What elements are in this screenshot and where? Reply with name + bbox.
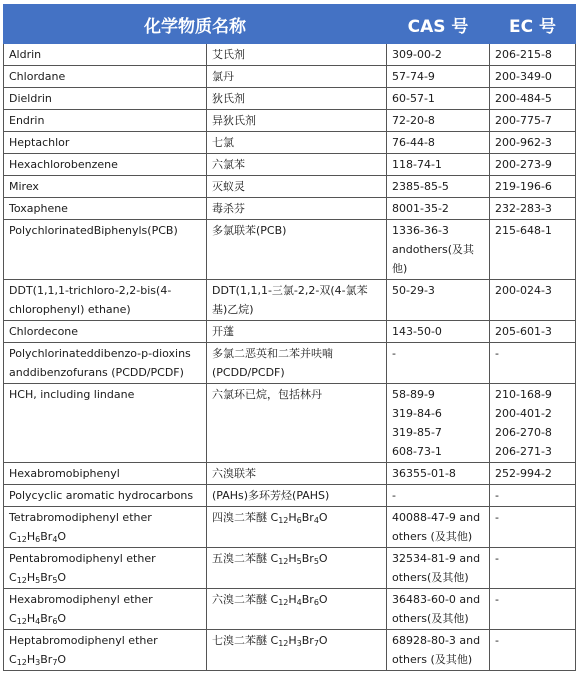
cell-english-name — [4, 343, 207, 384]
cell-chinese-name — [207, 589, 387, 630]
cell-chinese-name — [207, 44, 387, 66]
formula-subscript: 12 — [16, 658, 27, 667]
cell-english-name — [4, 630, 207, 671]
chinese-formula — [271, 593, 328, 606]
cell-english-name — [4, 589, 207, 630]
cas-value: 1336-36-3 andothers(及其他) — [392, 224, 475, 275]
formula-element: H — [288, 593, 297, 606]
formula-subscript: 7 — [313, 639, 319, 648]
formula-element: O — [318, 634, 328, 647]
cell-english-name — [4, 132, 207, 154]
cell-ec-number — [490, 321, 576, 343]
cell-cas-number — [387, 463, 490, 485]
formula-subscript: 5 — [296, 557, 302, 566]
cell-chinese-name — [207, 66, 387, 88]
ec-value: 200-962-3 — [495, 136, 552, 149]
chinese-name-text: 灭蚁灵 — [212, 180, 245, 193]
table-row — [4, 66, 576, 88]
cell-chinese-name — [207, 321, 387, 343]
cell-chinese-name — [207, 343, 387, 384]
ec-value: 252-994-2 — [495, 467, 552, 480]
english-name-text: Heptabromodiphenyl ether — [9, 634, 158, 647]
english-name-text: Aldrin — [9, 48, 42, 61]
header-chemical-name: 化学物质名称 — [4, 5, 387, 44]
cell-ec-number — [490, 548, 576, 589]
table-row — [4, 485, 576, 507]
table-row — [4, 343, 576, 384]
formula-element: H — [26, 530, 36, 543]
cell-english-name — [4, 507, 207, 548]
cell-english-name — [4, 198, 207, 220]
formula-subscript: 12 — [278, 639, 289, 648]
cas-value: 57-74-9 — [392, 70, 435, 83]
cell-ec-number — [490, 132, 576, 154]
chinese-name-text: 六溴二苯醚 — [212, 593, 267, 606]
cell-ec-number — [490, 280, 576, 321]
cas-value: 143-50-0 — [392, 325, 442, 338]
formula-subscript: 4 — [296, 598, 302, 607]
english-name-text: DDT(1,1,1-trichloro-2,2-bis(4-chlorophenyl) ethane) — [9, 284, 172, 316]
formula-element: Br — [301, 634, 314, 647]
cell-english-name — [4, 88, 207, 110]
formula-element: C — [270, 593, 279, 606]
ec-value: - — [495, 347, 499, 360]
cell-cas-number — [387, 321, 490, 343]
cell-ec-number — [490, 110, 576, 132]
ec-value: 205-601-3 — [495, 325, 552, 338]
formula-element: H — [288, 634, 297, 647]
chinese-name-text: DDT(1,1,1-三氯-2,2-双(4-氯苯基)乙烷) — [212, 284, 368, 316]
cell-cas-number — [387, 548, 490, 589]
cell-ec-number — [490, 88, 576, 110]
table-row — [4, 507, 576, 548]
cell-cas-number — [387, 507, 490, 548]
formula-subscript: 12 — [278, 516, 289, 525]
formula-element: C — [9, 571, 17, 584]
table-row — [4, 384, 576, 463]
cell-chinese-name — [207, 132, 387, 154]
formula-element: O — [57, 612, 67, 625]
cas-value: 8001-35-2 — [392, 202, 449, 215]
cell-ec-number — [490, 198, 576, 220]
cas-value: 68928-80-3 and others (及其他) — [392, 634, 481, 666]
english-name-text: Hexabromodiphenyl ether — [9, 593, 153, 606]
cell-english-name — [4, 176, 207, 198]
cell-cas-number — [387, 384, 490, 463]
formula-element: H — [26, 571, 36, 584]
chinese-formula — [271, 634, 328, 647]
formula-subscript: 6 — [52, 617, 58, 626]
cell-chinese-name — [207, 198, 387, 220]
table-row — [4, 630, 576, 671]
cell-chinese-name — [207, 280, 387, 321]
formula-element: C — [9, 530, 17, 543]
formula-subscript: 6 — [35, 535, 41, 544]
cell-ec-number — [490, 343, 576, 384]
cell-ec-number — [490, 44, 576, 66]
english-name-text: HCH, including lindane — [9, 388, 135, 401]
ec-value: 200-349-0 — [495, 70, 552, 83]
cell-ec-number — [490, 154, 576, 176]
formula-element: Br — [40, 653, 53, 666]
formula-subscript: 4 — [35, 617, 41, 626]
cell-chinese-name — [207, 154, 387, 176]
ec-value: 232-283-3 — [495, 202, 552, 215]
formula-element: O — [57, 571, 67, 584]
formula-element: H — [26, 612, 36, 625]
formula-element: Br — [40, 571, 53, 584]
ec-value: 206-270-8 — [495, 426, 552, 439]
cell-chinese-name — [207, 384, 387, 463]
cell-cas-number — [387, 343, 490, 384]
english-name-text: Endrin — [9, 114, 45, 127]
ec-value: - — [495, 552, 499, 565]
chinese-name-text: 六氯环已烷，包括林丹 — [212, 388, 322, 401]
formula-element: H — [288, 511, 297, 524]
cell-english-name — [4, 220, 207, 280]
english-name-text: Pentabromodiphenyl ether — [9, 552, 156, 565]
formula-element: Br — [301, 552, 314, 565]
cas-value: 2385-85-5 — [392, 180, 449, 193]
ec-value: 200-273-9 — [495, 158, 552, 171]
cell-cas-number — [387, 280, 490, 321]
english-formula — [9, 653, 66, 666]
cell-chinese-name — [207, 220, 387, 280]
cell-chinese-name — [207, 176, 387, 198]
cell-english-name — [4, 321, 207, 343]
english-formula — [9, 571, 66, 584]
formula-subscript: 12 — [16, 617, 27, 626]
header-ec-number: EC 号 — [490, 5, 576, 44]
cell-ec-number — [490, 176, 576, 198]
english-name-text: Dieldrin — [9, 92, 52, 105]
table-row — [4, 88, 576, 110]
cell-cas-number — [387, 198, 490, 220]
cell-english-name — [4, 154, 207, 176]
cell-chinese-name — [207, 485, 387, 507]
chinese-name-text: 毒杀芬 — [212, 202, 245, 215]
cell-chinese-name — [207, 88, 387, 110]
cell-chinese-name — [207, 463, 387, 485]
cell-cas-number — [387, 589, 490, 630]
formula-subscript: 6 — [296, 516, 302, 525]
formula-subscript: 4 — [52, 535, 58, 544]
cas-value: 118-74-1 — [392, 158, 442, 171]
chinese-name-text: 多氯联苯(PCB) — [212, 224, 287, 237]
cas-value: 309-00-2 — [392, 48, 442, 61]
chinese-formula — [271, 511, 328, 524]
english-name-text: PolychlorinatedBiphenyls(PCB) — [9, 224, 178, 237]
formula-subscript: 5 — [35, 576, 41, 585]
cas-value: 32534-81-9 and others(及其他) — [392, 552, 481, 584]
table-row — [4, 280, 576, 321]
cell-ec-number — [490, 507, 576, 548]
formula-element: H — [288, 552, 297, 565]
cell-cas-number — [387, 66, 490, 88]
cell-english-name — [4, 384, 207, 463]
formula-element: H — [26, 653, 36, 666]
cell-ec-number — [490, 66, 576, 88]
chinese-name-text: 六氯苯 — [212, 158, 245, 171]
chinese-name-text: (PAHs)多环芳烃(PAHS) — [212, 489, 330, 502]
cell-cas-number — [387, 132, 490, 154]
cell-cas-number — [387, 630, 490, 671]
cas-value: 72-20-8 — [392, 114, 435, 127]
ec-value: 206-271-3 — [495, 445, 552, 458]
ec-value: - — [495, 593, 499, 606]
cas-value: 76-44-8 — [392, 136, 435, 149]
english-name-text: Polycyclic aromatic hydrocarbons — [9, 489, 194, 502]
english-formula — [9, 612, 66, 625]
chinese-name-text: 六溴联苯 — [212, 467, 256, 480]
cell-english-name — [4, 280, 207, 321]
formula-element: O — [57, 653, 67, 666]
cell-cas-number — [387, 110, 490, 132]
formula-subscript: 6 — [313, 598, 319, 607]
cell-english-name — [4, 485, 207, 507]
cell-cas-number — [387, 44, 490, 66]
formula-subscript: 12 — [16, 535, 27, 544]
chinese-name-text: 异狄氏剂 — [212, 114, 256, 127]
formula-subscript: 7 — [52, 658, 58, 667]
cell-cas-number — [387, 220, 490, 280]
table-row — [4, 321, 576, 343]
english-formula — [9, 530, 66, 543]
formula-element: O — [318, 552, 328, 565]
ec-value: - — [495, 634, 499, 647]
ec-value: 200-401-2 — [495, 407, 552, 420]
cell-ec-number — [490, 384, 576, 463]
ec-value: 200-484-5 — [495, 92, 552, 105]
cell-english-name — [4, 548, 207, 589]
ec-value: - — [495, 511, 499, 524]
cell-cas-number — [387, 176, 490, 198]
table-row — [4, 198, 576, 220]
cell-chinese-name — [207, 507, 387, 548]
cell-chinese-name — [207, 630, 387, 671]
ec-value: 215-648-1 — [495, 224, 552, 237]
english-name-text: Tetrabromodiphenyl ether — [9, 511, 152, 524]
cell-cas-number — [387, 88, 490, 110]
formula-subscript: 3 — [35, 658, 41, 667]
cas-value: 58-89-9 — [392, 388, 435, 401]
cell-ec-number — [490, 630, 576, 671]
cas-value: 60-57-1 — [392, 92, 435, 105]
chinese-formula — [271, 552, 328, 565]
english-name-text: Polychlorinateddibenzo-p-dioxins anddibenzofurans (PCDD/PCDF) — [9, 347, 191, 379]
formula-subscript: 12 — [278, 557, 289, 566]
chinese-name-text: 氯丹 — [212, 70, 234, 83]
cell-ec-number — [490, 463, 576, 485]
ec-value: 200-024-3 — [495, 284, 552, 297]
formula-subscript: 12 — [16, 576, 27, 585]
formula-subscript: 3 — [296, 639, 302, 648]
english-name-text: Hexachlorobenzene — [9, 158, 118, 171]
cas-value: 40088-47-9 and others (及其他) — [392, 511, 481, 543]
chinese-name-text: 开蓬 — [212, 325, 234, 338]
cell-english-name — [4, 110, 207, 132]
table-row — [4, 44, 576, 66]
formula-element: C — [270, 511, 279, 524]
header-cas-number: CAS 号 — [387, 5, 490, 44]
cell-chinese-name — [207, 110, 387, 132]
formula-element: Br — [301, 511, 314, 524]
cas-value: 36483-60-0 and others(及其他) — [392, 593, 481, 625]
chemical-table-container — [3, 4, 575, 671]
english-name-text: Chlordane — [9, 70, 66, 83]
table-row — [4, 220, 576, 280]
cell-cas-number — [387, 154, 490, 176]
cell-cas-number — [387, 485, 490, 507]
formula-element: C — [270, 634, 279, 647]
formula-subscript: 4 — [313, 516, 319, 525]
formula-subscript: 5 — [313, 557, 319, 566]
table-body — [4, 44, 576, 671]
cas-value: 319-84-6 — [392, 407, 442, 420]
cell-english-name — [4, 66, 207, 88]
formula-element: O — [318, 511, 328, 524]
cas-value: 36355-01-8 — [392, 467, 456, 480]
english-name-text: Mirex — [9, 180, 39, 193]
english-name-text: Hexabromobiphenyl — [9, 467, 120, 480]
chinese-name-text: 狄氏剂 — [212, 92, 245, 105]
chinese-name-text: 七氯 — [212, 136, 234, 149]
formula-element: C — [270, 552, 279, 565]
formula-element: O — [57, 530, 67, 543]
table-row — [4, 110, 576, 132]
table-row — [4, 548, 576, 589]
chinese-name-text: 五溴二苯醚 — [212, 552, 267, 565]
table-row — [4, 132, 576, 154]
english-name-text: Heptachlor — [9, 136, 70, 149]
cell-ec-number — [490, 220, 576, 280]
ec-value: 219-196-6 — [495, 180, 552, 193]
table-row — [4, 176, 576, 198]
formula-element: Br — [40, 612, 53, 625]
table-row — [4, 154, 576, 176]
chinese-name-text: 多氯二恶英和二苯并呋喃(PCDD/PCDF) — [212, 347, 333, 379]
cas-value: - — [392, 347, 396, 360]
formula-subscript: 12 — [278, 598, 289, 607]
chinese-name-text: 七溴二苯醚 — [212, 634, 267, 647]
english-name-text: Chlordecone — [9, 325, 79, 338]
ec-value: 200-775-7 — [495, 114, 552, 127]
english-name-text: Toxaphene — [9, 202, 68, 215]
ec-value: 206-215-8 — [495, 48, 552, 61]
formula-element: C — [9, 612, 17, 625]
formula-subscript: 5 — [52, 576, 58, 585]
table-header-row — [4, 5, 576, 44]
cell-ec-number — [490, 589, 576, 630]
ec-value: - — [495, 489, 499, 502]
chemical-table — [3, 4, 576, 671]
ec-value: 210-168-9 — [495, 388, 552, 401]
chinese-name-text: 四溴二苯醚 — [212, 511, 267, 524]
cell-ec-number — [490, 485, 576, 507]
cas-value: 50-29-3 — [392, 284, 435, 297]
formula-element: C — [9, 653, 17, 666]
table-row — [4, 463, 576, 485]
cell-chinese-name — [207, 548, 387, 589]
cas-value: 319-85-7 — [392, 426, 442, 439]
formula-element: Br — [40, 530, 53, 543]
chinese-name-text: 艾氏剂 — [212, 48, 245, 61]
cas-value: - — [392, 489, 396, 502]
formula-element: Br — [301, 593, 314, 606]
cell-english-name — [4, 463, 207, 485]
table-row — [4, 589, 576, 630]
formula-element: O — [318, 593, 328, 606]
cell-english-name — [4, 44, 207, 66]
cas-value: 608-73-1 — [392, 445, 442, 458]
